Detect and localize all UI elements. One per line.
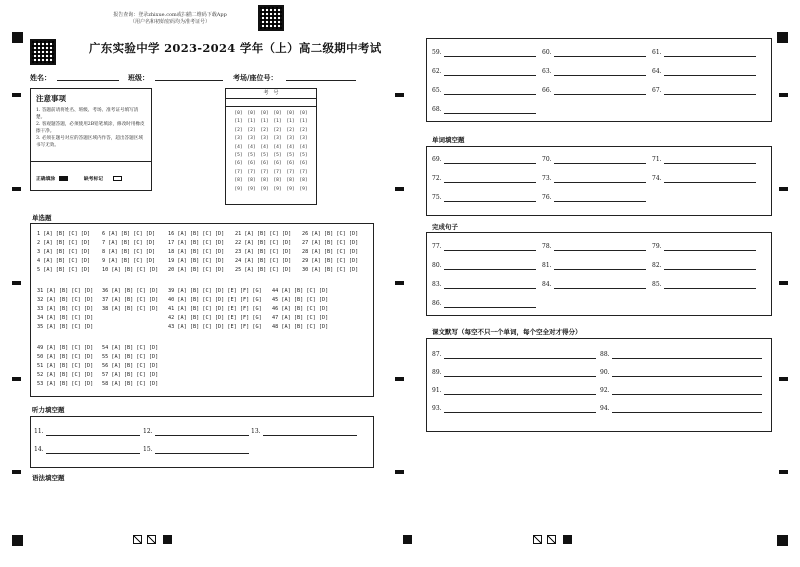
answer-line[interactable] (554, 201, 646, 202)
item-number: 67. (652, 87, 662, 94)
answer-line[interactable] (444, 201, 536, 202)
report-note-line1: 报告查询：登录zhixue.com或扫描二维码下载App (113, 12, 227, 18)
exam-number-bubble[interactable]: [3] (299, 136, 308, 142)
item-number: 68. (432, 106, 442, 113)
timing-bar (395, 281, 404, 285)
item-number: 63. (542, 68, 552, 75)
exam-number-grid[interactable] (232, 110, 310, 194)
item-number: 12. (143, 428, 153, 435)
answer-line[interactable] (46, 435, 140, 436)
exam-number-bubble[interactable]: [4] (234, 144, 243, 150)
item-number: 77. (432, 243, 442, 250)
mc-column[interactable]: 49 [A] [B] [C] [D] 50 [A] [B] [C] [D] 51 [A] [B] [C] [D] 52 [A] [B] [C] [D] 53 [A] [B] [C] [D] (37, 345, 94, 387)
exam-number-bubble[interactable]: [0] (286, 111, 295, 116)
answer-line[interactable] (554, 163, 646, 164)
answer-line[interactable] (664, 250, 756, 251)
timing-bar (12, 281, 21, 285)
answer-line[interactable] (664, 182, 756, 183)
name-label: 姓名： (30, 73, 51, 82)
bottom-indicator-1 (133, 535, 142, 544)
item-number: 84. (542, 281, 552, 288)
qr-code-top (258, 5, 284, 31)
item-number: 11. (34, 428, 44, 435)
answer-line[interactable] (664, 269, 756, 270)
timing-bar (395, 377, 404, 381)
name-field[interactable] (57, 80, 119, 81)
bottom-indicator-2 (147, 535, 156, 544)
exam-number-bubble[interactable]: [2] (234, 127, 243, 133)
exam-number-bubble[interactable]: [7] (299, 169, 308, 175)
exam-number-bubble[interactable]: [9] (299, 186, 308, 192)
answer-line[interactable] (444, 250, 536, 251)
exam-number-bubble[interactable]: [1] (299, 119, 308, 125)
exam-number-bubble[interactable]: [0] (247, 111, 256, 116)
mc-column[interactable]: 44 [A] [B] [C] [D] 45 [A] [B] [C] [D] 46 [A] [B] [C] [D] 47 [A] [B] [C] [D] 48 [A] [B] [C] [D] (272, 288, 329, 330)
bottom-mark-left (163, 535, 172, 544)
single-choice-title: 单选题 (32, 214, 52, 222)
item-number: 71. (652, 156, 662, 163)
item-number: 74. (652, 175, 662, 182)
exam-number-bubble[interactable]: [4] (247, 144, 256, 150)
timing-bar (779, 377, 788, 381)
correct-fill-legend (36, 175, 122, 182)
exam-number-bubble[interactable]: [1] (273, 119, 282, 125)
item-number: 91. (432, 387, 442, 394)
answer-line[interactable] (612, 358, 762, 359)
answer-line[interactable] (554, 269, 646, 270)
timing-bar (779, 187, 788, 191)
exam-number-bubble[interactable]: [7] (247, 169, 256, 175)
exam-number-bubble[interactable]: [0] (299, 111, 308, 116)
item-number: 79. (652, 243, 662, 250)
recitation-title: 课文默写（每空不只一个单词，每个空全对才得分） (432, 328, 582, 336)
exam-number-box (225, 88, 317, 205)
item-number: 59. (432, 49, 442, 56)
item-number: 86. (432, 300, 442, 307)
exam-number-bubble[interactable]: [8] (273, 178, 282, 184)
item-number: 89. (432, 369, 442, 376)
answer-line[interactable] (444, 394, 596, 395)
item-number: 66. (542, 87, 552, 94)
item-number: 93. (432, 405, 442, 412)
answer-line[interactable] (554, 56, 646, 57)
item-number: 73. (542, 175, 552, 182)
exam-number-bubble[interactable]: [0] (234, 111, 243, 116)
answer-line[interactable] (444, 75, 536, 76)
mc-column[interactable]: 16 [A] [B] [C] [D] 17 [A] [B] [C] [D] 18 [A] [B] [C] [D] 19 [A] [B] [C] [D] 20 [A] [B] [C] [D] (168, 231, 225, 273)
corner-mark-bl (12, 535, 23, 546)
item-number: 72. (432, 175, 442, 182)
exam-number-bubble[interactable]: [5] (260, 152, 269, 158)
absent-mark-box[interactable] (113, 176, 122, 181)
item-number: 62. (432, 68, 442, 75)
exam-number-bubble[interactable]: [2] (273, 127, 282, 133)
seat-field[interactable] (286, 80, 356, 81)
answer-line[interactable] (664, 163, 756, 164)
answer-line[interactable] (444, 358, 596, 359)
exam-number-bubble[interactable]: [0] (273, 111, 282, 116)
answer-line[interactable] (46, 453, 140, 454)
item-number: 75. (432, 194, 442, 201)
report-note (60, 12, 280, 26)
item-number: 88. (600, 351, 610, 358)
answer-line[interactable] (444, 288, 536, 289)
recitation-box (426, 338, 772, 432)
exam-number-bubble[interactable]: [6] (299, 161, 308, 167)
exam-number-bubble[interactable]: [4] (273, 144, 282, 150)
answer-line[interactable] (664, 288, 756, 289)
exam-number-bubble[interactable]: [4] (260, 144, 269, 150)
exam-number-bubble[interactable]: [8] (299, 178, 308, 184)
exam-number-bubble[interactable]: [5] (299, 152, 308, 158)
item-number: 65. (432, 87, 442, 94)
exam-number-bubble[interactable]: [2] (247, 127, 256, 133)
notice-title: 注意事项 (36, 94, 66, 103)
exam-number-bubble[interactable]: [8] (234, 178, 243, 184)
mc-column[interactable]: 21 [A] [B] [C] [D] 22 [A] [B] [C] [D] 23 [A] [B] [C] [D] 24 [A] [B] [C] [D] 25 [A] [B] [C] [D] (235, 231, 292, 273)
listening-box (30, 416, 374, 468)
notice-item: 1. 答题前请将姓名、班级、考场、准考证号填写清楚。 (36, 108, 139, 120)
answer-line[interactable] (612, 376, 762, 377)
right-top-box (426, 38, 772, 122)
notice-item: 2. 客观题答题，必须使用2B铅笔填涂，修改时用橡皮擦干净。 (36, 122, 145, 134)
item-number: 61. (652, 49, 662, 56)
exam-number-bubble[interactable]: [6] (286, 161, 295, 167)
exam-number-bubble[interactable]: [5] (286, 152, 295, 158)
mc-column[interactable]: 31 [A] [B] [C] [D] 32 [A] [B] [C] [D] 33 [A] [B] [C] [D] 34 [A] [B] [C] [D] 35 [A] [B] [C] [D] (37, 288, 94, 330)
exam-number-bubble[interactable]: [3] (247, 136, 256, 142)
answer-line[interactable] (155, 435, 249, 436)
listening-title: 听力填空题 (32, 406, 65, 414)
exam-number-bubble[interactable]: [7] (234, 169, 243, 175)
seat-label: 考场/座位号： (233, 73, 278, 82)
item-number: 78. (542, 243, 552, 250)
item-number: 13. (251, 428, 261, 435)
item-number: 83. (432, 281, 442, 288)
timing-bar (12, 377, 21, 381)
class-field[interactable] (155, 80, 223, 81)
notice-item: 3. 必须在题号对应的答题区域内作答，超出答题区域书写无效。 (36, 136, 143, 148)
item-number: 87. (432, 351, 442, 358)
exam-number-label: 考 号 (226, 89, 316, 99)
timing-bar (12, 187, 21, 191)
timing-bar (779, 281, 788, 285)
word-fill-title: 单词填空题 (432, 136, 465, 144)
mc-column[interactable]: 6 [A] [B] [C] [D] 7 [A] [B] [C] [D] 8 [A] [B] [C] [D] 9 [A] [B] [C] [D] 10 [A] [B] [C] [D] (102, 231, 159, 273)
answer-line[interactable] (444, 56, 536, 57)
item-number: 70. (542, 156, 552, 163)
mc-column[interactable]: 39 [A] [B] [C] [D] [E] [F] [G] 40 [A] [B] [C] [D] [E] [F] [G] 41 [A] [B] [C] [D] [E] [F] [G] 42 [A] [B] [C] [D] [E] [F] [G] 43 [A] [B] [C] [D] [E] [F] [G] (168, 288, 262, 330)
answer-line[interactable] (664, 75, 756, 76)
exam-number-bubble[interactable]: [4] (286, 144, 295, 150)
exam-number-bubble[interactable]: [5] (273, 152, 282, 158)
item-number: 85. (652, 281, 662, 288)
exam-number-bubble[interactable]: [3] (234, 136, 243, 142)
exam-number-bubble[interactable]: [1] (234, 119, 243, 125)
exam-number-bubble[interactable]: [6] (247, 161, 256, 167)
qr-code-left (30, 39, 56, 65)
exam-number-bubble[interactable]: [3] (273, 136, 282, 142)
correct-fill-mark (59, 176, 68, 181)
exam-number-bubble[interactable]: [8] (286, 178, 295, 184)
answer-line[interactable] (554, 94, 646, 95)
mc-column[interactable]: 36 [A] [B] [C] [D] 37 [A] [B] [C] [D] 38 [A] [B] [C] [D] (102, 288, 159, 312)
mc-column[interactable]: 26 [A] [B] [C] [D] 27 [A] [B] [C] [D] 28 [A] [B] [C] [D] 29 [A] [B] [C] [D] 30 [A] [B] [C] [D] (302, 231, 359, 273)
exam-number-bubble[interactable]: [9] (234, 186, 243, 192)
exam-number-bubble[interactable]: [9] (286, 186, 295, 192)
timing-bar (12, 93, 21, 97)
exam-number-bubble[interactable]: [5] (234, 152, 243, 158)
answer-line[interactable] (664, 94, 756, 95)
correct-fill-label: 正确填涂 (36, 176, 56, 182)
corner-mark-tl (12, 32, 23, 43)
exam-number-bubble[interactable]: [7] (260, 169, 269, 175)
item-number: 76. (542, 194, 552, 201)
timing-bar (12, 470, 21, 474)
exam-number-bubble[interactable]: [7] (286, 169, 295, 175)
exam-number-bubble[interactable]: [6] (234, 161, 243, 167)
corner-mark-br (777, 535, 788, 546)
exam-number-bubble[interactable]: [1] (286, 119, 295, 125)
complete-sentence-title: 完成句子 (432, 223, 458, 231)
timing-bar (779, 470, 788, 474)
timing-bar (395, 93, 404, 97)
notice-box (30, 88, 152, 191)
item-number: 15. (143, 446, 153, 453)
answer-line[interactable] (444, 182, 536, 183)
mc-column[interactable]: 54 [A] [B] [C] [D] 55 [A] [B] [C] [D] 56 [A] [B] [C] [D] 57 [A] [B] [C] [D] 58 [A] [B] [C] [D] (102, 345, 159, 387)
item-number: 90. (600, 369, 610, 376)
answer-line[interactable] (554, 75, 646, 76)
exam-number-bubble[interactable]: [9] (273, 186, 282, 192)
exam-number-bubble[interactable]: [1] (260, 119, 269, 125)
item-number: 60. (542, 49, 552, 56)
answer-line[interactable] (444, 94, 536, 95)
exam-number-bubble[interactable]: [9] (260, 186, 269, 192)
answer-line[interactable] (444, 163, 536, 164)
timing-bar (395, 470, 404, 474)
report-note-line2: （用户名和初始密码均为准考证号） (129, 19, 210, 25)
bottom-mark-right (563, 535, 572, 544)
item-number: 69. (432, 156, 442, 163)
grammar-title: 语法填空题 (32, 474, 65, 482)
exam-number-input-row[interactable] (226, 99, 316, 107)
bottom-indicator-3 (533, 535, 542, 544)
exam-number-bubble[interactable]: [8] (260, 178, 269, 184)
word-fill-box (426, 146, 772, 216)
item-number: 14. (34, 446, 44, 453)
item-number: 94. (600, 405, 610, 412)
answer-line[interactable] (612, 394, 762, 395)
answer-line[interactable] (155, 453, 249, 454)
bottom-mark-mid (403, 535, 412, 544)
answer-line[interactable] (444, 113, 536, 114)
complete-sentence-box (426, 232, 772, 316)
bottom-indicator-4 (547, 535, 556, 544)
notice-divider (31, 161, 151, 162)
exam-number-bubble[interactable]: [6] (273, 161, 282, 167)
answer-line[interactable] (444, 376, 596, 377)
answer-line[interactable] (554, 182, 646, 183)
exam-number-bubble[interactable]: [5] (247, 152, 256, 158)
exam-number-bubble[interactable]: [9] (247, 186, 256, 192)
answer-line[interactable] (444, 412, 596, 413)
exam-number-bubble[interactable]: [3] (286, 136, 295, 142)
exam-number-bubble[interactable]: [7] (273, 169, 282, 175)
item-number: 81. (542, 262, 552, 269)
corner-mark-tr (777, 32, 788, 43)
exam-number-bubble[interactable]: [0] (260, 111, 269, 116)
answer-line[interactable] (444, 269, 536, 270)
item-number: 92. (600, 387, 610, 394)
exam-number-bubble[interactable]: [6] (260, 161, 269, 167)
exam-number-bubble[interactable]: [2] (286, 127, 295, 133)
timing-bar (395, 187, 404, 191)
timing-bar (779, 93, 788, 97)
exam-number-bubble[interactable]: [8] (247, 178, 256, 184)
exam-number-bubble[interactable]: [2] (299, 127, 308, 133)
exam-number-bubble[interactable]: [2] (260, 127, 269, 133)
answer-line[interactable] (263, 435, 357, 436)
answer-line[interactable] (554, 250, 646, 251)
exam-number-bubble[interactable]: [3] (260, 136, 269, 142)
item-number: 64. (652, 68, 662, 75)
mc-column[interactable]: 1 [A] [B] [C] [D] 2 [A] [B] [C] [D] 3 [A] [B] [C] [D] 4 [A] [B] [C] [D] 5 [A] [B] [C] [D] (37, 231, 91, 273)
item-number: 80. (432, 262, 442, 269)
answer-line[interactable] (612, 412, 762, 413)
item-number: 82. (652, 262, 662, 269)
exam-number-bubble[interactable]: [1] (247, 119, 256, 125)
answer-line[interactable] (664, 56, 756, 57)
exam-title: 广东实验中学 2023-2024 学年（上）高二级期中考试 (89, 41, 382, 55)
answer-line[interactable] (444, 307, 536, 308)
class-label: 班级： (128, 73, 149, 82)
exam-number-bubble[interactable]: [4] (299, 144, 308, 150)
answer-line[interactable] (554, 288, 646, 289)
absent-mark-label: 缺考标记 (83, 176, 104, 182)
